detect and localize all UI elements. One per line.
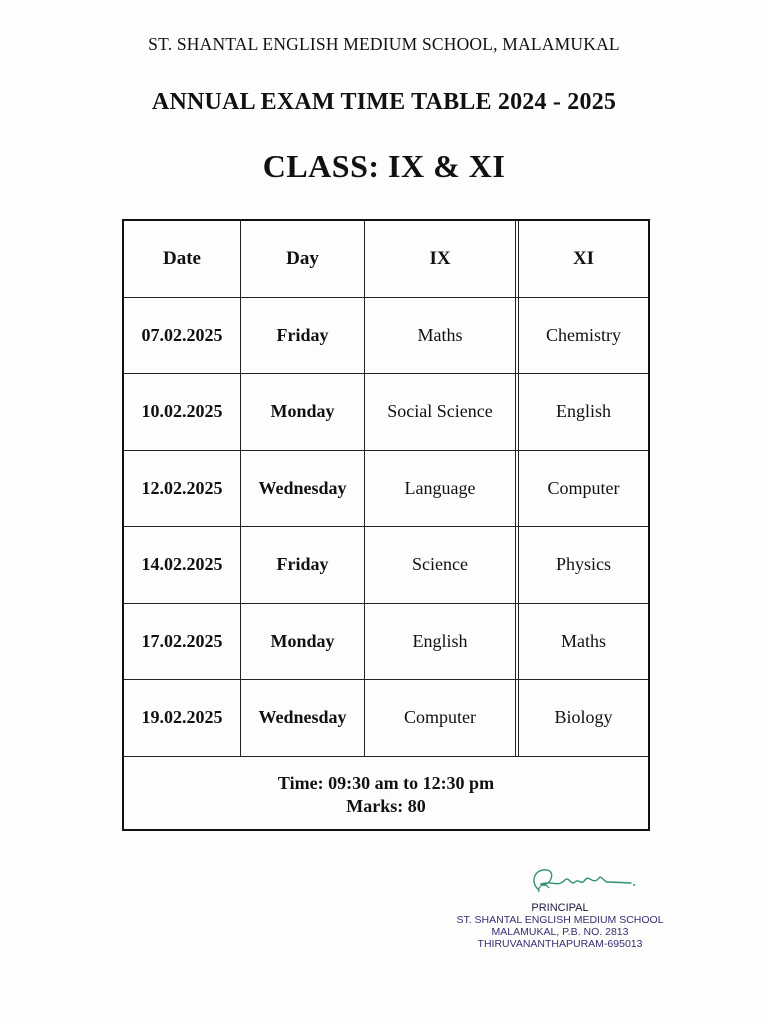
xi-subject-cell: Chemistry [546, 324, 621, 345]
date-cell: 19.02.2025 [124, 680, 241, 756]
xi-subject-cell: Biology [554, 707, 613, 728]
day-cell: Friday [241, 527, 365, 603]
xi-subject-cell: Maths [561, 630, 606, 651]
table-row [124, 680, 648, 757]
xi-subject-cell: Computer [547, 477, 620, 498]
date-cell: 10.02.2025 [124, 374, 241, 450]
table-row [124, 527, 648, 604]
date-cell: 07.02.2025 [124, 298, 241, 374]
stamp-school-name: ST. SHANTAL ENGLISH MEDIUM SCHOOL [456, 914, 664, 926]
ix-subject-cell: Science [365, 527, 519, 603]
column-header-date: Date [124, 221, 241, 297]
timetable [122, 219, 650, 831]
column-header-xi: XI [572, 247, 595, 269]
day-cell: Wednesday [241, 680, 365, 756]
date-cell: 12.02.2025 [124, 451, 241, 527]
day-cell: Friday [241, 298, 365, 374]
xi-subject-cell: Physics [555, 554, 611, 575]
date-cell: 17.02.2025 [124, 604, 241, 680]
table-row [124, 451, 648, 528]
class-title: CLASS: IX & XI [262, 148, 506, 184]
ix-subject-cell: Computer [365, 680, 519, 756]
principal-signature [527, 862, 637, 902]
date-cell: 14.02.2025 [124, 527, 241, 603]
exam-time: Time: 09:30 am to 12:30 pm [277, 772, 495, 793]
table-row [124, 604, 648, 681]
table-row [124, 298, 648, 375]
exam-info-footer [124, 757, 648, 833]
ix-subject-cell: English [365, 604, 519, 680]
ix-subject-cell: Maths [365, 298, 519, 374]
stamp-title: PRINCIPAL [531, 902, 589, 914]
table-row [124, 374, 648, 451]
day-cell: Monday [241, 374, 365, 450]
ix-subject-cell: Social Science [365, 374, 519, 450]
stamp-city: THIRUVANANTHAPURAM-695013 [477, 938, 643, 950]
principal-stamp [430, 902, 690, 950]
day-cell: Wednesday [241, 451, 365, 527]
school-name: ST. SHANTAL ENGLISH MEDIUM SCHOOL, MALAMUKAL [148, 34, 620, 54]
column-header-day: Day [241, 221, 365, 297]
column-header-ix: IX [365, 221, 519, 297]
day-cell: Monday [241, 604, 365, 680]
stamp-address: MALAMUKAL, P.B. NO. 2813 [491, 926, 629, 938]
exam-title: ANNUAL EXAM TIME TABLE 2024 - 2025 [151, 89, 617, 115]
ix-subject-cell: Language [365, 451, 519, 527]
xi-subject-cell: English [555, 401, 611, 422]
exam-marks: Marks: 80 [346, 795, 426, 816]
table-header-row [124, 221, 648, 298]
